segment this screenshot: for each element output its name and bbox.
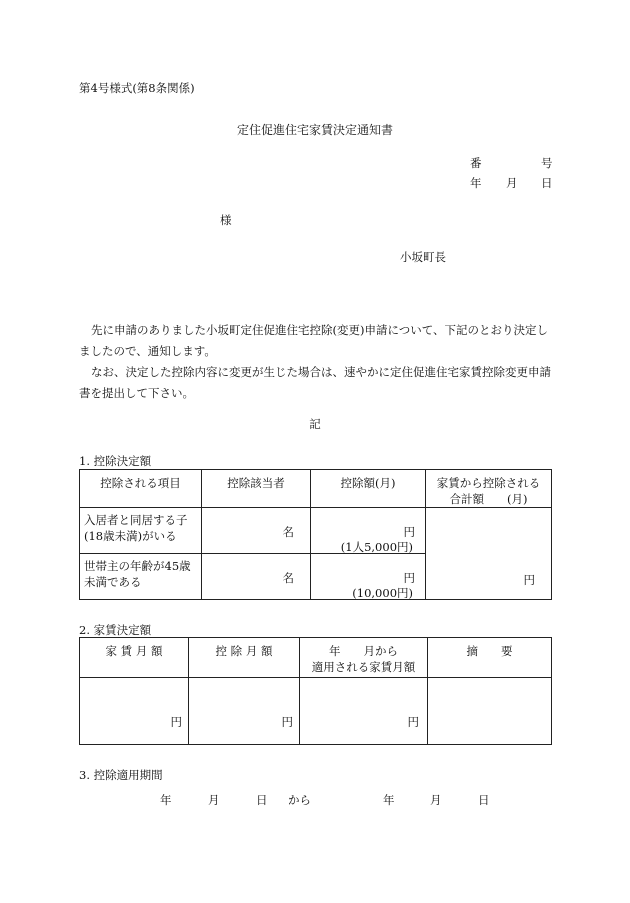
period-from-label: から (288, 793, 311, 807)
period-to-year: 年 (383, 793, 395, 807)
header-eligible-person: 控除該当者 (202, 470, 311, 508)
section1-heading: 1. 控除決定額 (79, 454, 152, 468)
period-from-month: 月 (208, 793, 220, 807)
section3-heading: 3. 控除適用期間 (79, 768, 163, 782)
total-deduction-cell[interactable]: 円 (426, 508, 552, 600)
row1-amount-cell[interactable]: 円 (1人5,000円) (311, 508, 426, 554)
header-total-deduction: 家賃から控除される 合計額 (月) (426, 470, 552, 508)
rent-table (79, 637, 552, 745)
remarks-cell[interactable] (428, 678, 552, 745)
header-deduction-item: 控除される項目 (80, 470, 202, 508)
number-suffix: 号 (541, 156, 553, 170)
monthly-rent-cell[interactable]: 円 (80, 678, 189, 745)
ki-label: 記 (309, 417, 321, 431)
row1-person-cell[interactable]: 名 (202, 508, 311, 554)
row1-item: 入居者と同居する子 (18歳未満)がいる (80, 508, 202, 554)
addressee-suffix: 様 (220, 213, 232, 227)
date-month-label: 月 (506, 176, 518, 190)
period-to-day: 日 (478, 793, 490, 807)
date-day-label: 日 (541, 176, 553, 190)
header-remarks: 摘 要 (428, 638, 552, 678)
period-from-year: 年 (160, 793, 172, 807)
section2-heading: 2. 家賃決定額 (79, 623, 152, 637)
header-deduction-amount: 控除額(月) (311, 470, 426, 508)
document-title: 定住促進住宅家賃決定通知書 (236, 123, 393, 137)
issuer-name: 小坂町長 (400, 250, 446, 264)
applied-rent-cell[interactable]: 円 (300, 678, 428, 745)
table-row (80, 678, 552, 745)
header-monthly-rent: 家 賃 月 額 (80, 638, 189, 678)
body-paragraph-1: 先に申請のありました小坂町定住促進住宅控除(変更)申請について、下記のとおり決定しましたので、通知します。 (79, 323, 549, 358)
body-paragraph-2: なお、決定した控除内容に変更が生じた場合は、速やかに定住促進住宅家賃控除変更申請書を提出して下さい。 (79, 365, 551, 400)
monthly-deduction-cell[interactable]: 円 (189, 678, 300, 745)
date-year-label: 年 (470, 176, 482, 190)
header-monthly-deduction: 控 除 月 額 (189, 638, 300, 678)
deduction-table (79, 469, 552, 600)
row2-person-cell[interactable]: 名 (202, 554, 311, 600)
number-label: 番 (470, 156, 482, 170)
period-from-day: 日 (256, 793, 268, 807)
form-number-label: 第4号様式(第8条関係) (79, 81, 195, 95)
row2-amount-cell[interactable]: 円 (10,000円) (311, 554, 426, 600)
table-row (80, 508, 552, 554)
header-applied-rent: 年 月から 適用される家賃月額 (300, 638, 428, 678)
row2-item: 世帯主の年齢が45歳 未満である (80, 554, 202, 600)
period-to-month: 月 (430, 793, 442, 807)
